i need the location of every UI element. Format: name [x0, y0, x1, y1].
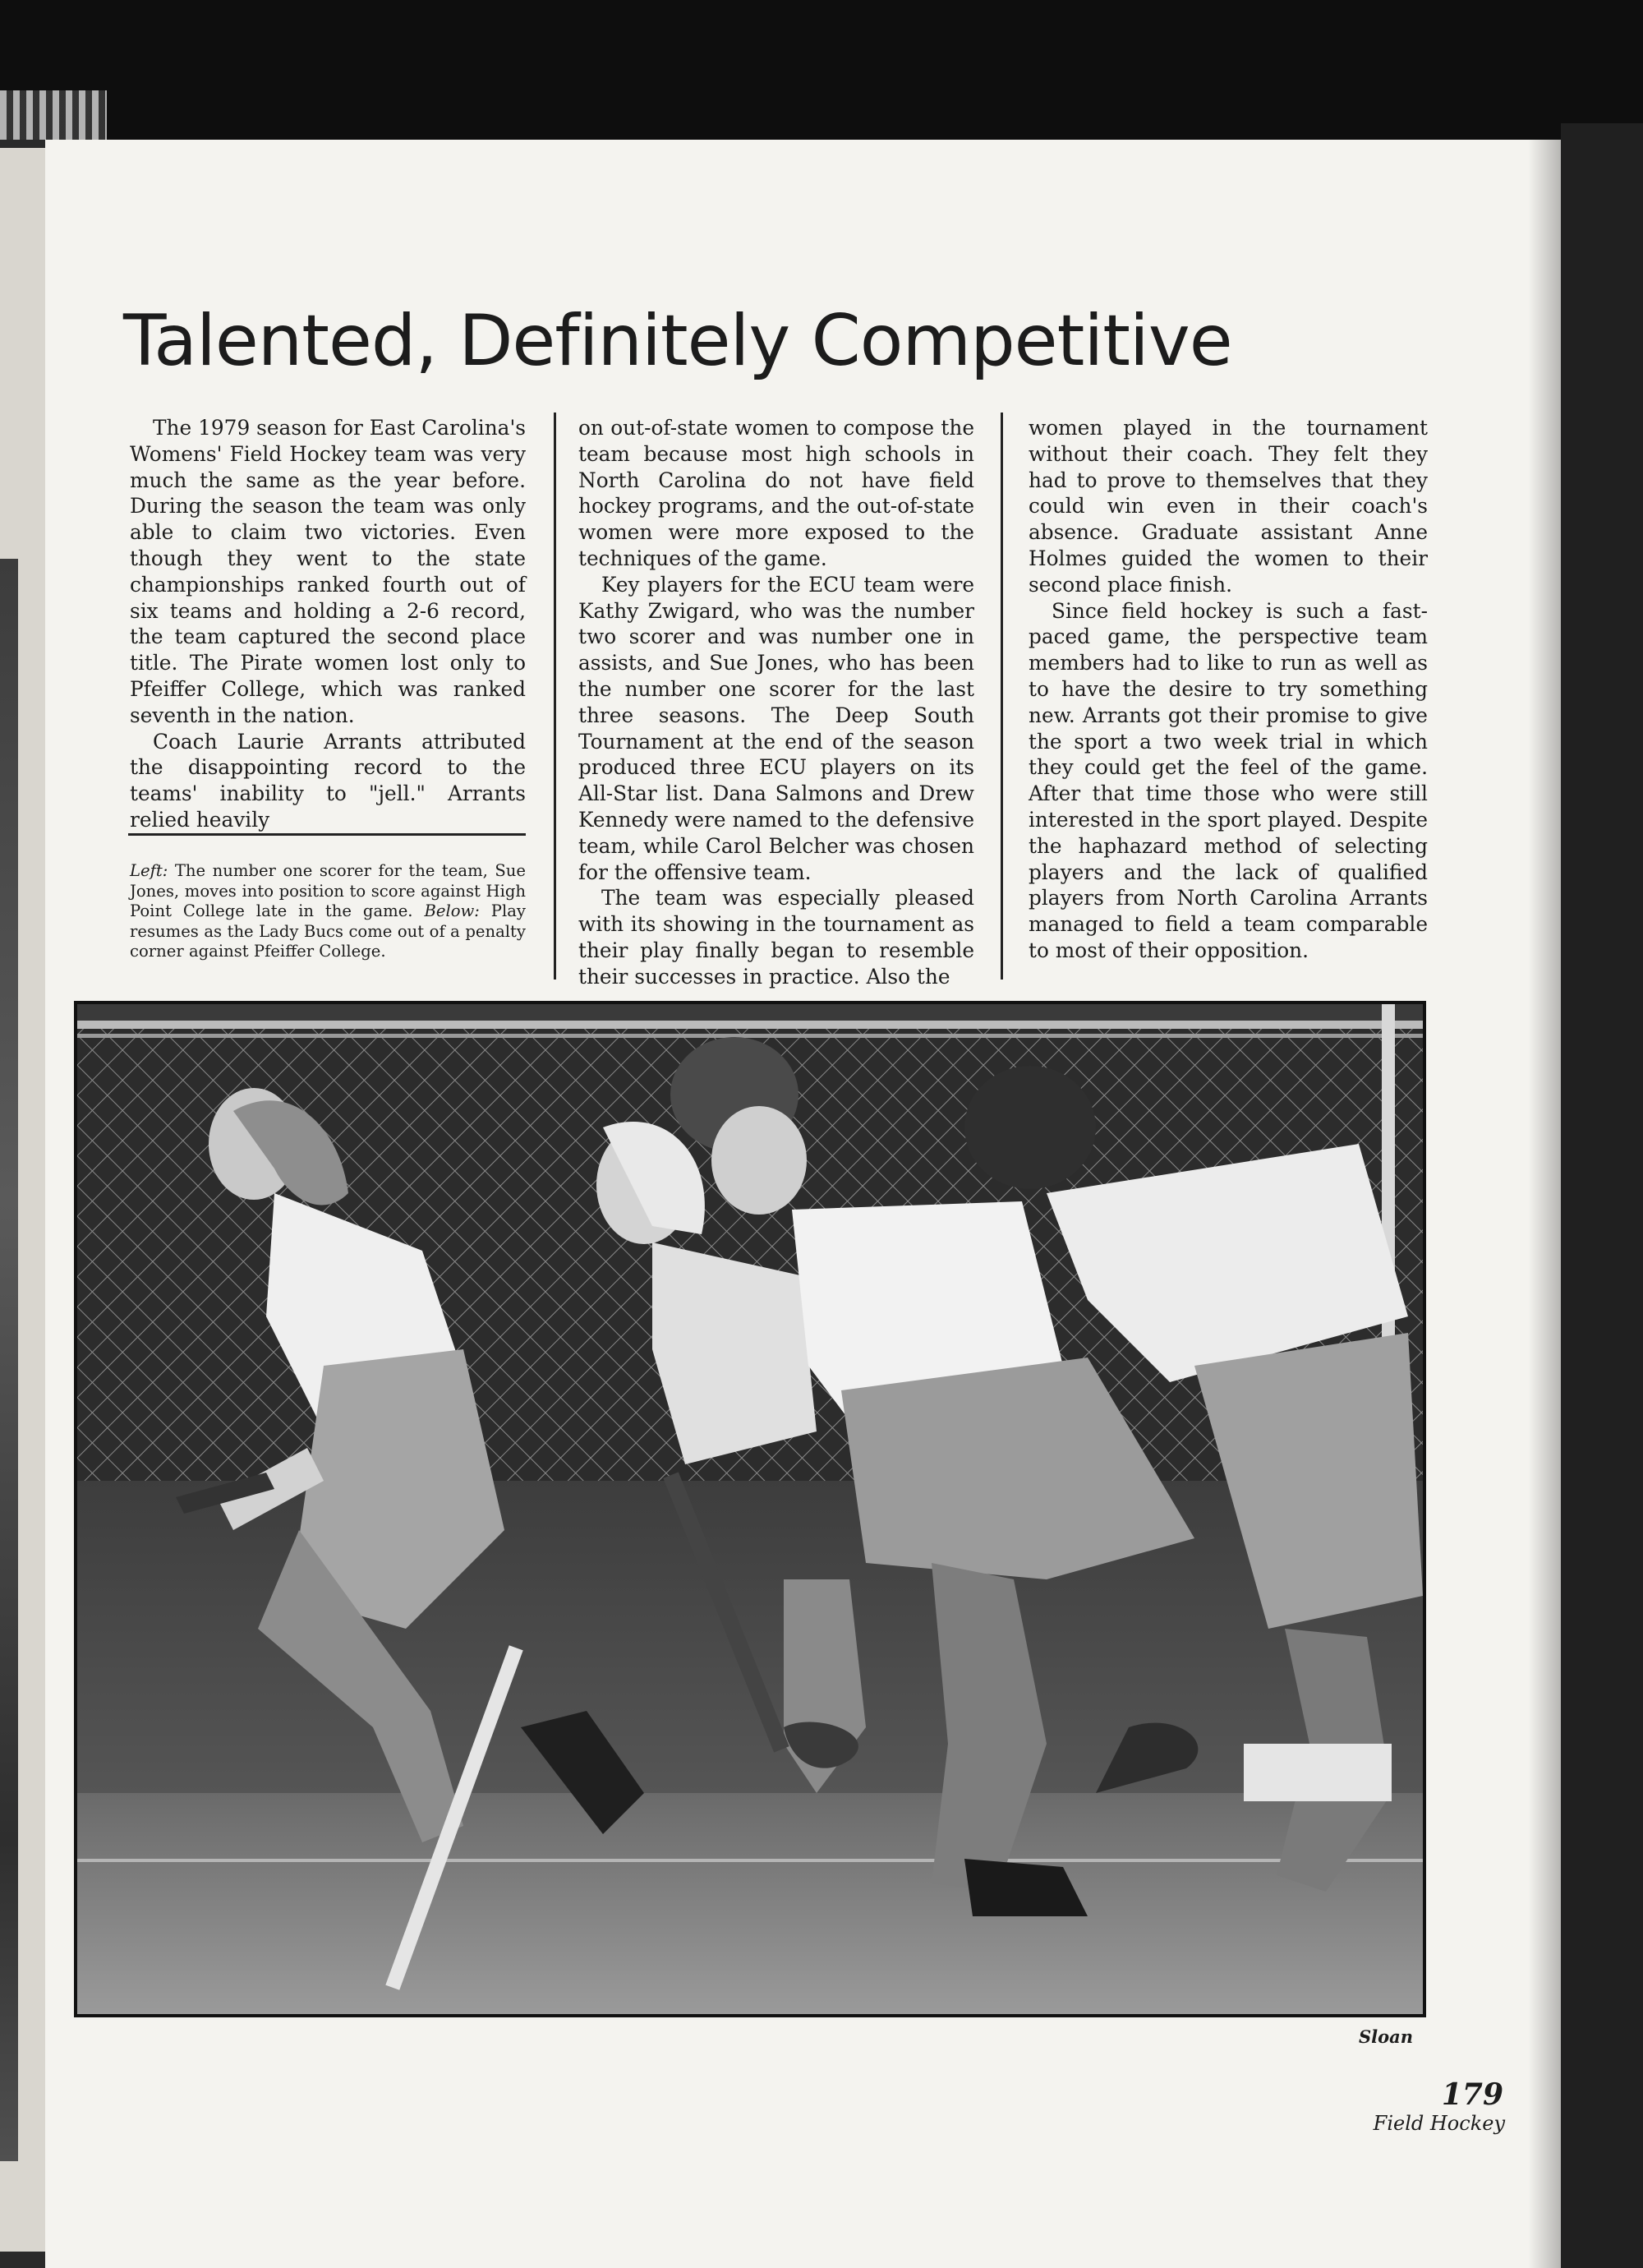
caption-text-left: The number one scorer for the team, Sue Jones, moves into position to score against High Point College late in the game. — [130, 861, 527, 921]
paragraph: women played in the tournament without their coach. They felt they had to prove to themselves that they could win even in their coach's absence. Graduate assistant Anne Holmes guided the women to their second place finish. — [1029, 416, 1428, 597]
photo-caption — [130, 861, 526, 962]
section-name: Field Hockey — [1373, 2112, 1505, 2135]
page-number: 179 — [1441, 2077, 1503, 2112]
column-divider — [1001, 413, 1003, 980]
paragraph: The team was especially pleased with its showing in the tournament as their play finally began to resemble their successes in practice. Also the — [578, 886, 974, 989]
text-column-3 — [1029, 415, 1428, 964]
left-page-photo-edge — [0, 559, 18, 2161]
field-hockey-photo — [74, 1001, 1426, 2017]
text-column-1 — [130, 415, 526, 833]
caption-divider — [128, 833, 526, 836]
book-right-edge — [1561, 123, 1643, 2268]
photo-illustration — [77, 1004, 1423, 2014]
headline: Talented, Definitely Competitive — [123, 300, 1232, 382]
book-spine-strip — [0, 90, 107, 140]
paragraph: Since field hockey is such a fast-paced game, the perspective team members had to like to run as well as to have the desire to try something new. Arrants got their promise to give the sport a two week trial in which they could get the feel of the game. After that time those who were still interested in the sport played. Despite the haphazard method of selecting players and the lack of qualified players from North Carolina Arrants managed to field a team comparable to most of their opposition. — [1029, 598, 1428, 962]
text-column-2 — [578, 415, 974, 990]
page-shadow — [1528, 140, 1561, 2268]
book-top-edge — [0, 0, 1643, 140]
caption-label-below: Below: — [424, 901, 480, 921]
paragraph: Coach Laurie Arrants attributed the disappointing record to the teams' inability to "jell." Arrants relied heavily — [130, 729, 526, 832]
caption-label-left: Left: — [130, 861, 168, 880]
caption-text-below: Play resumes as the Lady Bucs come out of a penalty corner against Pfeiffer College. — [130, 901, 526, 961]
left-facing-page — [0, 148, 45, 2252]
paragraph: Key players for the ECU team were Kathy Zwigard, who was the number two scorer and was number one in assists, and Sue Jones, who has been the number one scorer for the last three seasons. The Deep South Tournament at the end of the season produced three ECU players on its All-Star list. Dana Salmons and Drew Kennedy were named to the defensive team, while Carol Belcher was chosen for the offensive team. — [578, 572, 974, 884]
column-divider — [554, 413, 556, 980]
paragraph: on out-of-state women to compose the team because most high schools in North Carolina do not have field hockey programs, and the out-of-state women were more exposed to the techniques of the game. — [578, 416, 974, 570]
photo-credit: Sloan — [1358, 2026, 1413, 2047]
paragraph: The 1979 season for East Carolina's Womens' Field Hockey team was very much the same as the year before. During the season the team was only able to claim two victories. Even though they went to the state championships ranked fourth out of six teams and holding a 2-6 record, the team captured the second place title. The Pirate women lost only to Pfeiffer College, which was ranked seventh in the nation. — [130, 416, 526, 727]
